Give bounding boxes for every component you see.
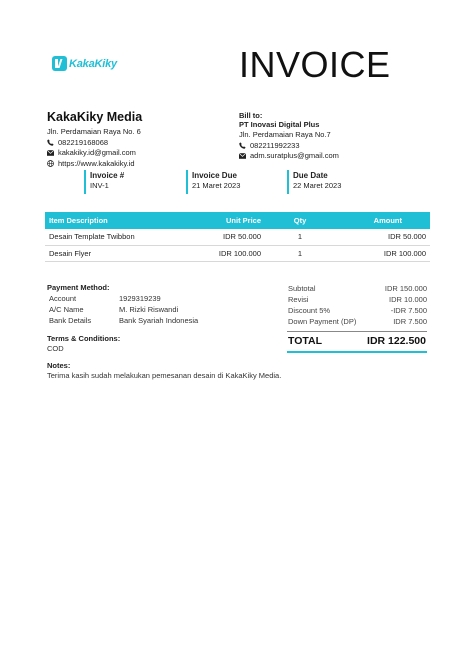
payment-row (47, 293, 247, 304)
company-email-line (47, 148, 142, 159)
summary-value: IDR 10.000 (389, 295, 427, 304)
company-name: KakaKiky Media (47, 110, 143, 124)
payment-row (47, 304, 247, 315)
client-email-line (239, 151, 339, 162)
summary-row (287, 316, 427, 327)
total-row (287, 332, 427, 351)
item-qty: 1 (265, 229, 335, 245)
item-amount: IDR 50.000 (335, 229, 430, 245)
notes-title: Notes: (47, 361, 71, 370)
summary-section (287, 283, 427, 353)
invoice-due-label: Invoice Due (192, 171, 237, 180)
email-icon (239, 153, 250, 159)
document-title: INVOICE (239, 44, 391, 85)
company-email: kakakiky.id@gmail.com (58, 148, 136, 157)
payment-method-title: Payment Method: (47, 283, 110, 292)
summary-label: Revisi (288, 295, 309, 304)
due-date-label: Due Date (293, 171, 328, 180)
payment-label: A/C Name (49, 305, 84, 314)
item-description: Desain Template Twibbon (45, 229, 175, 245)
table-row (45, 229, 430, 245)
table-row (45, 245, 430, 261)
notes-text: Terima kasih sudah melakukan pemesanan desain di KakaKiky Media. (47, 371, 282, 380)
company-website: https://www.kakakiky.id (58, 158, 135, 168)
terms-text: COD (47, 344, 64, 353)
summary-label: Down Payment (DP) (288, 317, 357, 326)
company-website-line (47, 159, 142, 170)
due-date-value: 22 Maret 2023 (293, 181, 342, 190)
column-header-qty: Qty (265, 212, 335, 229)
item-unit-price: IDR 100.000 (175, 245, 265, 261)
item-description: Desain Flyer (45, 245, 175, 261)
invoice-number-block (84, 170, 124, 194)
company-phone-line (47, 138, 142, 149)
kakakiky-logo-icon (52, 56, 67, 71)
invoice-number-label: Invoice # (90, 171, 125, 180)
summary-row (287, 305, 427, 316)
due-date-block (287, 170, 341, 194)
email-icon (47, 150, 58, 156)
column-header-unit-price: Unit Price (175, 212, 265, 229)
phone-icon (47, 139, 58, 146)
summary-value: IDR 7.500 (393, 317, 427, 326)
client-phone-line (239, 141, 339, 152)
notes-section (47, 361, 281, 381)
client-address: Jln. Perdamaian Raya No.7 (239, 130, 331, 139)
client-name: PT Inovasi Digital Plus (239, 120, 320, 129)
invoice-due-block (186, 170, 240, 194)
globe-icon (47, 160, 58, 167)
company-info (47, 110, 142, 169)
terms-section (47, 334, 120, 354)
logo-text: KakaKiky (69, 57, 117, 70)
column-header-amount: Amount (335, 212, 430, 229)
table-header-row (45, 212, 430, 229)
summary-label: Subtotal (288, 284, 316, 293)
item-unit-price: IDR 50.000 (175, 229, 265, 245)
column-header-description: Item Description (45, 212, 175, 229)
payment-method (47, 283, 247, 326)
company-phone: 082219168068 (58, 137, 109, 147)
invoice-due-value: 21 Maret 2023 (192, 181, 241, 190)
summary-value: IDR 150.000 (384, 284, 427, 293)
company-address: Jln. Perdamaian Raya No. 6 (47, 127, 141, 136)
terms-title: Terms & Conditions: (47, 334, 121, 343)
payment-label: Bank Details (49, 316, 92, 325)
company-logo (52, 56, 117, 71)
client-email: adm.suratplus@gmail.com (250, 151, 339, 160)
invoice-number-value: INV-1 (90, 181, 109, 190)
item-qty: 1 (265, 245, 335, 261)
summary-label: Discount 5% (288, 306, 331, 315)
bill-to-label: Bill to: (239, 111, 263, 120)
payment-value: 1929319239 (119, 294, 161, 303)
item-amount: IDR 100.000 (335, 245, 430, 261)
summary-row (287, 283, 427, 294)
client-phone: 082211992233 (250, 140, 300, 150)
payment-label: Account (49, 294, 77, 303)
bill-to (239, 111, 339, 162)
items-table (45, 212, 430, 262)
summary-value: -IDR 7.500 (390, 306, 427, 315)
total-accent-bar (287, 351, 427, 353)
phone-icon (239, 142, 250, 149)
summary-row (287, 294, 427, 305)
payment-row (47, 315, 247, 326)
total-value: IDR 122.500 (367, 335, 426, 347)
payment-value: Bank Syariah Indonesia (119, 316, 199, 325)
total-label: TOTAL (288, 335, 323, 347)
payment-value: M. Rizki Riswandi (119, 305, 179, 314)
